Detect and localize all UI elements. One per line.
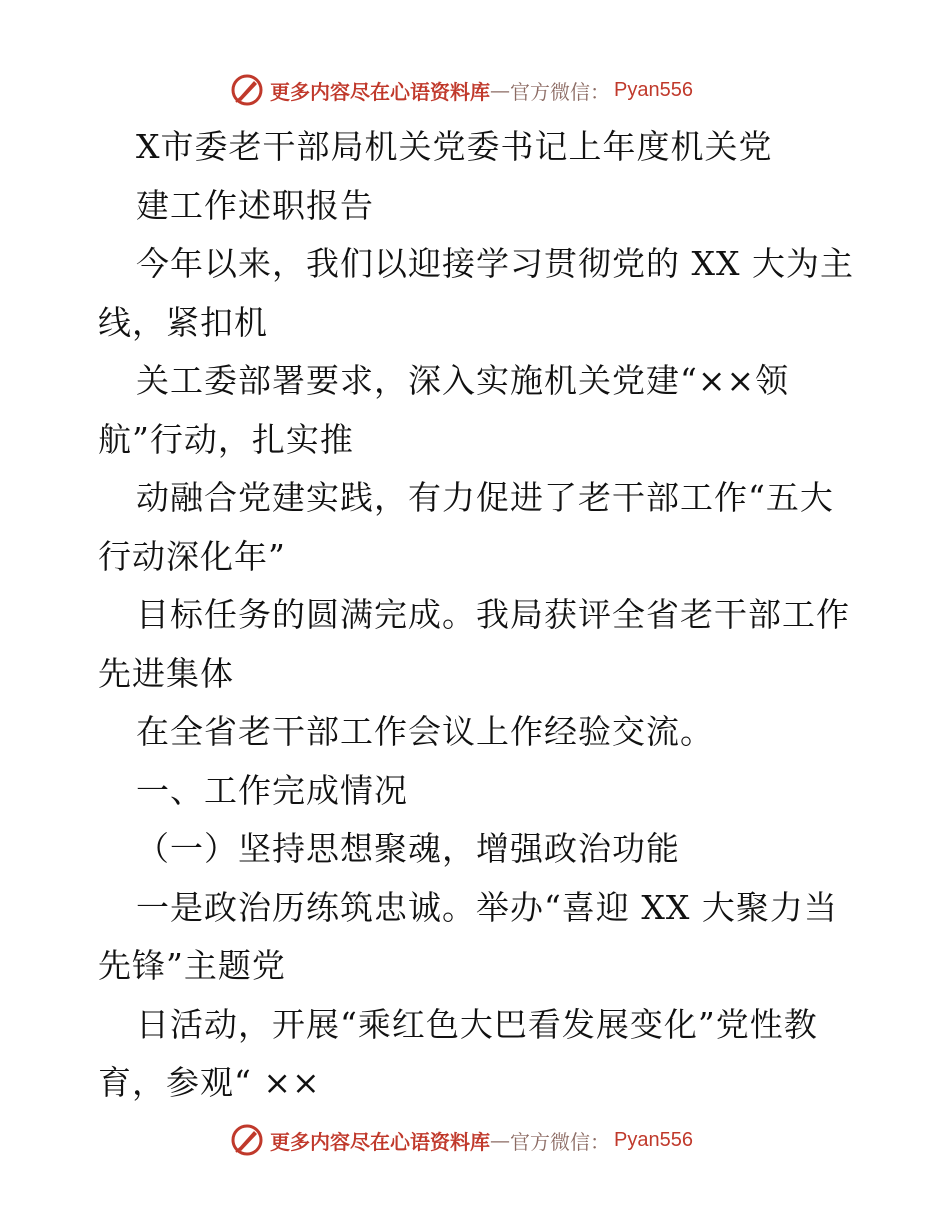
paragraph-line: 线，紧扣机 <box>98 302 268 342</box>
document-body <box>98 118 858 1113</box>
watermark-dash: — <box>490 78 510 102</box>
subsection-heading: （一）坚持思想聚魂，增强政治功能 <box>136 829 680 868</box>
footer-watermark <box>230 1120 750 1160</box>
watermark-dash: — <box>490 1128 510 1152</box>
header-watermark <box>230 70 750 110</box>
paragraph-line: 育，参观“ ×× <box>98 1063 321 1102</box>
paragraph-line: 行动深化年” <box>98 536 286 576</box>
section-heading: 一、工作完成情况 <box>136 770 408 810</box>
quill-logo-icon <box>230 1123 264 1157</box>
quill-logo-icon <box>230 73 264 107</box>
watermark-red-text: 更多内容尽在心语资料库 <box>270 79 490 104</box>
paragraph-line: 目标任务的圆满完成。我局获评全省老干部工作 <box>136 595 850 634</box>
paragraph-line: 日活动，开展“乘红色大巴看发展变化”党性教 <box>136 1004 818 1044</box>
paragraph-line: 在全省老干部工作会议上作经验交流。 <box>136 712 714 751</box>
paragraph-line: 先进集体 <box>98 653 234 693</box>
paragraph-line: 先锋”主题党 <box>98 946 286 985</box>
paragraph-line: 关工委部署要求，深入实施机关党建“××领 <box>136 361 790 400</box>
watermark-grey-text: 官方微信： <box>510 1129 610 1154</box>
paragraph-line: 动融合党建实践，有力促进了老干部工作“五大 <box>136 478 834 517</box>
paragraph-line: 一是政治历练筑忠诚。举办“喜迎 XX 大聚力当 <box>136 887 838 927</box>
paragraph-line: 今年以来，我们以迎接学习贯彻党的 XX 大为主 <box>136 244 854 283</box>
paragraph-line: 航”行动，扎实推 <box>98 419 354 459</box>
title-line-2: 建工作述职报告 <box>136 185 374 225</box>
watermark-wechat-id: Pyan556 <box>614 78 693 101</box>
watermark-grey-text: 官方微信： <box>510 79 610 104</box>
watermark-wechat-id: Pyan556 <box>614 1128 693 1151</box>
title-line-1: X市委老干部局机关党委书记上年度机关党 <box>136 127 773 166</box>
watermark-red-text: 更多内容尽在心语资料库 <box>270 1129 490 1154</box>
